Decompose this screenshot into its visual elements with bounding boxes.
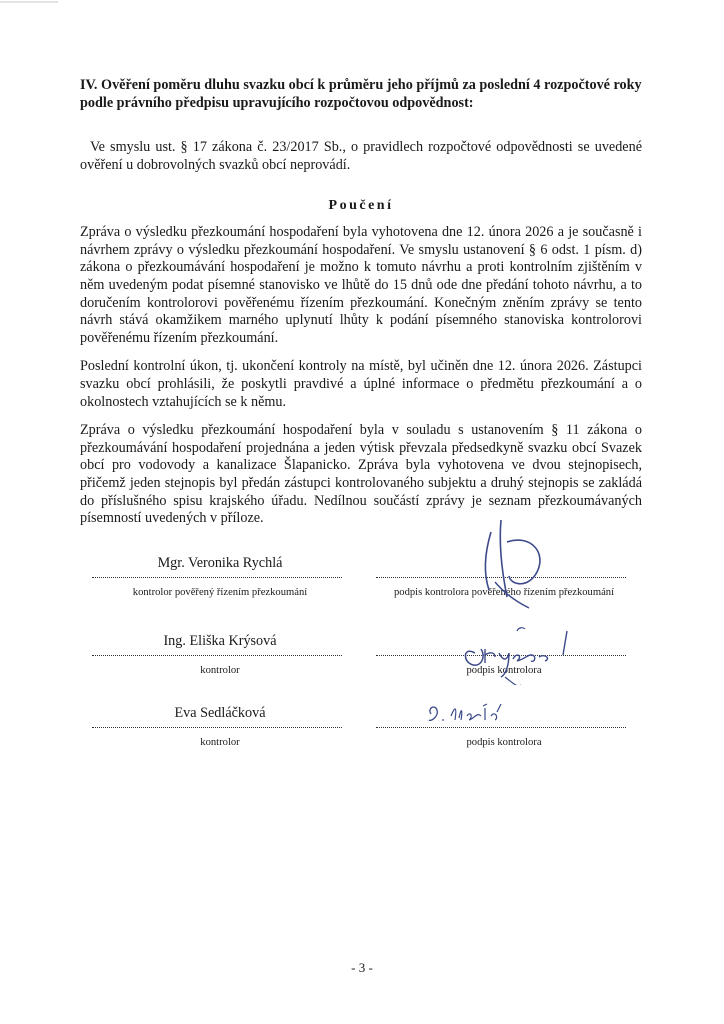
- page-number: - 3 -: [351, 960, 373, 975]
- signature-caption: podpis kontrolora pověřeného řízením přezkoumání: [393, 587, 615, 598]
- signer-name: Mgr. Veronika Rychlá: [157, 555, 283, 571]
- dotted-line: [92, 653, 342, 656]
- signer-role: kontrolor pověřený řízením přezkoumání: [132, 587, 308, 598]
- section-iv-heading: IV. Ověření poměru dluhu svazku obcí k průměru jeho příjmů za poslední 4 rozpočtové roky podle právního předpisu upravujícího rozpočtovou odpovědnost:: [80, 77, 642, 111]
- signer-name: Ing. Eliška Krýsová: [163, 633, 277, 649]
- signature-row-3: [80, 705, 642, 765]
- section-iv-text: Ve smyslu ust. § 17 zákona č. 23/2017 Sb., o pravidlech rozpočtové odpovědnosti se uvedené ověření u dobrovolných svazků obcí neprovádí.: [80, 139, 642, 173]
- signature-caption: podpis kontrolora: [466, 737, 542, 748]
- signer-role: kontrolor: [200, 665, 240, 676]
- handwritten-signature-1: [455, 512, 565, 612]
- dotted-line: [92, 725, 342, 728]
- pouceni-paragraph-1: Zpráva o výsledku přezkoumání hospodaření byla vyhotovena dne 12. února 2026 a je současně i návrhem zprávy o výsledku přezkoumání hospodaření. Ve smyslu ustanovení § 6 odst. 1 písm. d) zákona o přezkoumávání hospodaření je možno k tomuto návrhu a proti kontrolním zjištěním v něm uvedeným podat písemné stanovisko ve lhůtě do 15 dnů ode dne předání tohoto návrhu, a to doručením kontrolorovi pověřenému řízením přezkoumání. Konečným zněním zprávy se tento návrh stává okamžikem marného uplynutí lhůty k podání písemného stanoviska kontrolorovi pověřenému řízením přezkoumání.: [80, 224, 642, 346]
- report-body: [80, 77, 642, 528]
- signer-name: Eva Sedláčková: [174, 705, 266, 721]
- handwritten-signature-3: [425, 698, 525, 728]
- scan-corner-mark: [0, 0, 60, 10]
- signature-caption: podpis kontrolora: [466, 665, 542, 676]
- pouceni-paragraph-2: Poslední kontrolní úkon, tj. ukončení kontroly na místě, byl učiněn dne 12. února 2026. Zástupci svazku obcí prohlásili, že poskytli pravdivé a úplné informace o předmětu přezkoumání a o okolnostech vztahujících se k němu.: [80, 358, 642, 410]
- pouceni-title: Poučení: [328, 198, 394, 214]
- pouceni-paragraph-3: Zpráva o výsledku přezkoumání hospodaření byla v souladu s ustanovením § 11 zákona o přezkoumávání hospodaření projednána a jeden výtisk převzala předsedkyně svazku obcí Svazek obcí pro vodovody a kanalizace Šlapanicko. Zpráva byla vyhotovena ve dvou stejnopisech, přičemž jeden stejnopis byl předán zástupci kontrolovaného subjektu a druhý stejnopis se zakládá do příslušného spisu krajského úřadu. Nedílnou součástí zprávy je seznam přezkoumávaných písemností uvedených v příloze.: [80, 422, 642, 527]
- dotted-line: [92, 575, 342, 578]
- handwritten-signature-2: [455, 615, 585, 685]
- signer-role: kontrolor: [200, 737, 240, 748]
